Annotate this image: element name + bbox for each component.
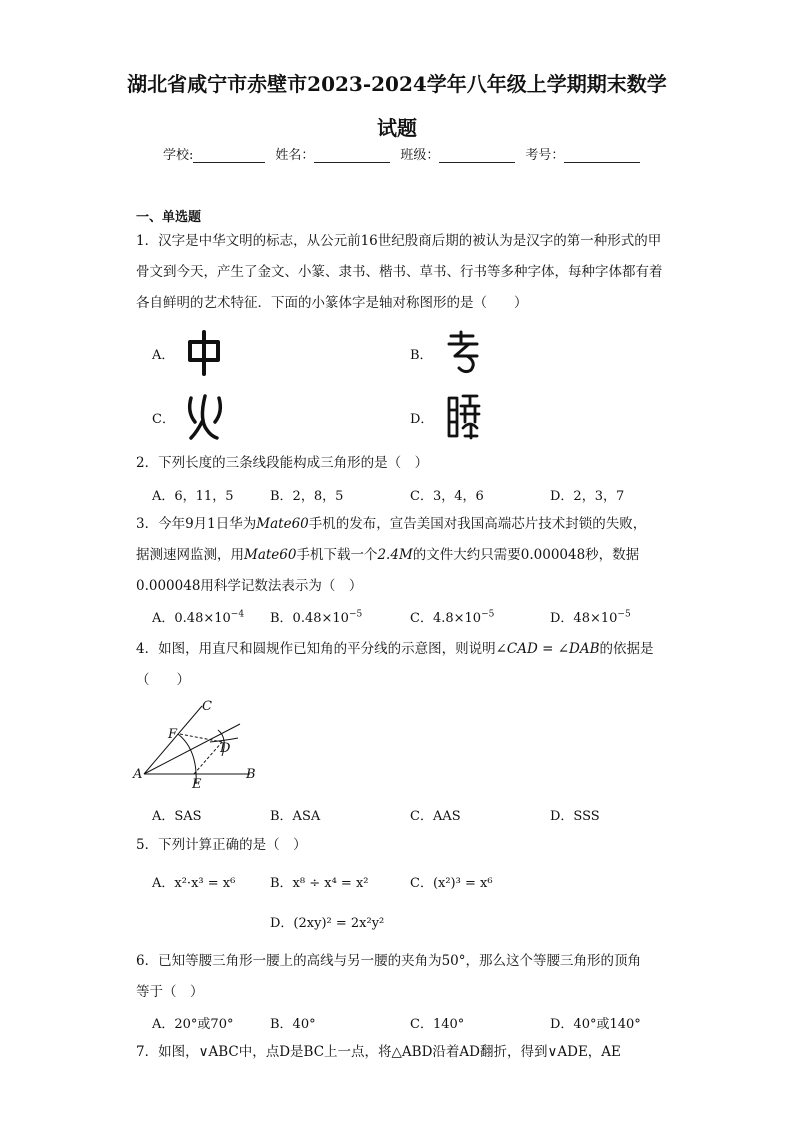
seal-script-kao-icon xyxy=(443,330,483,376)
option-b[interactable]: B．x⁸ ÷ x⁴ = x² xyxy=(270,876,369,891)
option-d[interactable]: D．2，3，7 xyxy=(550,489,625,504)
question-3-options xyxy=(152,607,680,626)
question-5-options xyxy=(152,872,680,891)
question-2-options xyxy=(152,485,680,504)
label-d: D xyxy=(220,741,231,756)
seal-script-sheng-icon xyxy=(443,392,483,442)
option-c[interactable]: C．(x²)³ = x⁶ xyxy=(410,876,493,891)
angle-bisector-figure xyxy=(130,694,270,794)
option-b[interactable]: B．40° xyxy=(270,1017,316,1032)
option-d[interactable]: D．40°或140° xyxy=(550,1017,641,1032)
label-f: F xyxy=(168,727,178,742)
question-5-options-row2 xyxy=(270,912,384,931)
option-c[interactable]: C．140° xyxy=(410,1017,465,1032)
question-4-options xyxy=(152,805,680,824)
question-3-text: 3．今年9月1日华为Mate60手机的发布，宣告美国对我国高端芯片技术封锁的失败， 据测速网监测，用Mate60手机下载一个2.4M的文件大约只需要0.000048秒，数据 0.000048用科学记数法表示为（ ） xyxy=(136,516,647,594)
option-a[interactable]: A．6，11，5 xyxy=(152,489,234,504)
option-a[interactable]: A．$0.48\times 10^{-4}$ xyxy=(152,609,245,626)
option-a[interactable]: A．SAS xyxy=(152,809,202,824)
option-d[interactable]: D． xyxy=(410,392,483,442)
label-a: A xyxy=(133,767,143,782)
option-c[interactable]: C． xyxy=(152,392,225,442)
question-2-text: 2．下列长度的三条线段能构成三角形的是（ ） xyxy=(136,455,429,471)
option-b[interactable]: B．2，8，5 xyxy=(270,489,344,504)
section-heading: 一、单选题 xyxy=(136,210,202,225)
label-c: C xyxy=(202,699,212,714)
question-4-text: 4．如图，用直尺和圆规作已知角的平分线的示意图，则说明∠CAD = ∠DAB的依据是 （ ） xyxy=(136,641,654,688)
question-6-text: 6．已知等腰三角形一腰上的高线与另一腰的夹角为50°，那么这个等腰三角形的顶角 等于（ ） xyxy=(136,953,642,1000)
school-field[interactable]: 学校: xyxy=(163,144,265,163)
seal-script-zhong-icon xyxy=(184,330,224,376)
option-d[interactable]: D．SSS xyxy=(550,809,600,824)
name-field[interactable]: 姓名： xyxy=(275,144,390,163)
option-c[interactable]: C．AAS xyxy=(410,809,461,824)
option-c[interactable]: C．3，4，6 xyxy=(410,489,484,504)
question-7-text: 7．如图，∨ABC中，点D是BC上一点，将△ABD沿着AD翻折，得到∨ADE，AE xyxy=(136,1044,621,1060)
label-b: B xyxy=(246,767,256,782)
exam-title-continued: 试题 xyxy=(377,116,417,140)
exam-number-field[interactable]: 考号： xyxy=(525,144,640,163)
option-a[interactable]: A． xyxy=(152,330,224,376)
label-e: E xyxy=(192,777,202,792)
option-a[interactable]: A．x²·x³ = x⁶ xyxy=(152,876,236,891)
option-d[interactable]: D．(2xy)² = 2x²y² xyxy=(270,916,385,931)
option-b[interactable]: B．ASA xyxy=(270,809,321,824)
option-a[interactable]: A．20°或70° xyxy=(152,1017,234,1032)
class-field[interactable]: 班级： xyxy=(400,144,515,163)
question-5-text: 5．下列计算正确的是（ ） xyxy=(136,837,307,853)
question-6-options xyxy=(152,1013,680,1032)
question-1-text: 1．汉字是中华文明的标志，从公元前16世纪殷商后期的被认为是汉字的第一种形式的甲骨文到今天，产生了金文、小篆、隶书、楷书、草书、行书等多种字体，每种字体都有着各自鲜明的艺术特征．下面的小篆体字是轴对称图形的是（ ） xyxy=(136,233,663,311)
segment-ed xyxy=(194,742,222,774)
seal-script-huo-icon xyxy=(185,392,225,442)
option-b[interactable]: B．$0.48\times 10^{-5}$ xyxy=(270,609,363,626)
option-c[interactable]: C．$4.8\times 10^{-5}$ xyxy=(410,609,495,626)
student-info-fields xyxy=(163,144,640,163)
segment-fd xyxy=(180,734,222,742)
option-b[interactable]: B． xyxy=(410,330,483,376)
exam-title: 湖北省咸宁市赤壁市2023-2024学年八年级上学期期末数学 xyxy=(127,72,667,96)
option-d[interactable]: D．$48\times 10^{-5}$ xyxy=(550,609,631,626)
